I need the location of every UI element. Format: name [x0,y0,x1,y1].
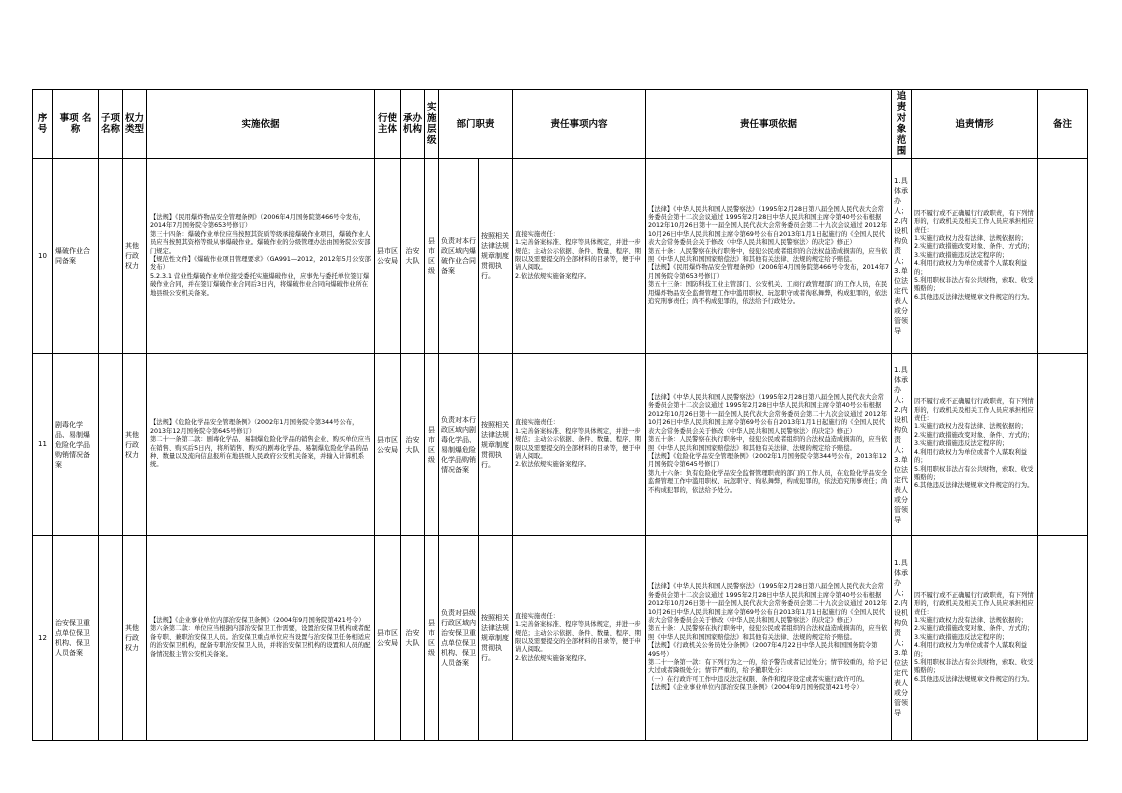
row-responsibility: 按照相关法律法规规章制度贯彻执行。 [479,536,513,741]
row-resp-basis: 【法律】《中华人民共和国人民警察法》（1995年2月28日第八届全国人民代表大会常务委员会第十二次会议通过 1995年2月28日中华人民共和国主席令第40号公布根据2012年10月26日第十一届全国人民代表大会常务委员会第二十九次会议通过 2012年10月26日中华人民共和国主席令第69号公布自2013年1月1日起施行的《全国人民代表大会常务委员会关于修改〈中华人民共和国人民警察法〉的决定》修正） 第五十条：人民警察在执行职务中，侵犯公民或者组织的合法权益造成损害的，应当依照《中华人民共和国国家赔偿法》和其他有关法律、法规的规定给予赔偿。 【法规】《危险化学品安全管理条例》（2002年1月国务院令第344号公布，2013年12月国务院令第645号修订） 第九十六条：负有危险化学品安全监督管理职责的部门的工作人员，在危险化学品安全监督管理工作中滥用职权、玩忽职守、徇私舞弊，构成犯罪的，依法追究刑事责任；尚不构成犯罪的，依法给予处分。 [646,354,892,536]
header-power-type: 权力类型 [123,90,147,159]
row-situation: 因不履行或不正确履行行政职责，有下列情形的，行政机关及相关工作人员应承担相应责任： 1.实施行政权力没有法律、法规依据的； 2.实施行政措施改变对象、条件、方式的； 3.实施行政措施违反法定程序的； 4.利用行政权力为单位或者个人谋取利益的； 5.利用职权非法占有公共财物，索取、收受贿赂的； 6.其他违反法律法规规章文件规定的行为。 [912,354,1038,536]
row-power-type: 其他行政权力 [123,536,147,741]
header-situation: 追责情形 [912,90,1038,159]
row-duty: 负责对本行政区域内剧毒化学品、易制爆危险化学品购销情况备案 [439,354,479,536]
row-agency: 治安大队 [401,536,425,741]
table-header-row [33,90,1088,159]
row-remark [1038,354,1088,536]
row-remark [1038,536,1088,741]
row-subject: 县市区公安局 [375,159,401,354]
row-resp-content: 直接实施责任： 1.完善备案标准、程序等具体规定，并进一步规范；主动公示依据、条件、数量、程序、期限以及需要提交的全部材料的目录等，便于申请人阅取。 2.依法依规实施备案程序。 [513,159,646,354]
header-responsibility: 责任事项内容 [513,90,646,159]
table-row [33,536,1088,741]
row-resp-basis: 【法律】《中华人民共和国人民警察法》（1995年2月28日第八届全国人民代表大会常务委员会第十二次会议通过 1995年2月28日中华人民共和国主席令第40号公布根据2012年10月26日第十一届全国人民代表大会常务委员会第二十九次会议通过 2012年10月26日中华人民共和国主席令第69号公布自2013年1月1日起施行的《全国人民代表大会常务委员会关于修改〈中华人民共和国人民警察法〉的决定》修正） 第五十条：人民警察在执行职务中，侵犯公民或者组织的合法权益造成损害的，应当依照《中华人民共和国国家赔偿法》和其他有关法律、法规的规定给予赔偿。 【法规】《行政机关公务员处分条例》（2007年4月22日中华人民共和国国务院令第495号） 第二十一条第一款：有下列行为之一的，给予警告或者记过处分；情节较重的，给予记大过或者降级处分；情节严重的，给予撤职处分： （一）在行政许可工作中违反法定权限、条件和程序设定或者实施行政许可的。 【法规】《企业事业单位内部治安保卫条例》（2004年9月国务院第421号令） [646,536,892,741]
power-list-page [32,89,1087,741]
row-scope: 1.具体承办人；2.内设机构负责人；3.单位法定代表人或分管领导 [892,159,912,354]
row-basis: 【法规】《企业事业单位内部治安保卫条例》（2004年9月国务院第421号令） 第六条第二款：单位应当根据内部治安保卫工作需要，设置治安保卫机构或者配备专职、兼职治安保卫人员。治安保卫重点单位应当设置与治安保卫任务相适应的治安保卫机构，配备专职治安保卫人员，并将治安保卫机构的设置和人员的配备情况报主管公安机关备案。 [147,536,375,741]
header-item-name: 事项 名称 [53,90,99,159]
row-agency: 治安大队 [401,354,425,536]
header-level: 实施层级 [425,90,439,159]
header-resp-basis: 责任事项依据 [646,90,892,159]
row-seq: 10 [33,159,53,354]
header-subject: 行使主体 [375,90,401,159]
header-basis: 实施依据 [147,90,375,159]
row-responsibility: 按照相关法律法规规章制度贯彻执行。 [479,354,513,536]
row-seq: 11 [33,354,53,536]
table-row [33,354,1088,536]
row-situation: 因不履行或不正确履行行政职责，有下列情形的，行政机关及相关工作人员应承担相应责任： 1.实施行政权力没有法律、法规依据的； 2.实施行政措施改变对象、条件、方式的； 3.实施行政措施违反法定程序的； 4.利用行政权力为单位或者个人谋取利益的； 5.利用职权非法占有公共财物，索取、收受贿赂的； 6.其他违反法律法规规章文件规定的行为。 [912,159,1038,354]
row-item-name: 治安保卫重点单位保卫机构、保卫人员备案 [53,536,99,741]
row-sub-name [99,159,123,354]
row-resp-content: 直接实施责任： 1.完善备案标准、程序等具体规定，并进一步规范；主动公示依据、条件、数量、程序、期限以及需要提交的全部材料的目录等，便于申请人阅取。 2.依法依规实施备案程序。 [513,354,646,536]
row-sub-name [99,536,123,741]
row-power-type: 其他行政权力 [123,354,147,536]
row-power-type: 其他行政权力 [123,159,147,354]
row-remark [1038,159,1088,354]
header-duty: 部门职责 [439,90,513,159]
header-scope: 追责对象范围 [892,90,912,159]
header-remark: 备注 [1038,90,1088,159]
header-seq: 序号 [33,90,53,159]
row-seq: 12 [33,536,53,741]
row-subject: 县市区公安局 [375,536,401,741]
row-agency: 治安大队 [401,159,425,354]
row-subject: 县市区公安局 [375,354,401,536]
row-duty: 负责对本行政区域内爆破作业合同备案 [439,159,479,354]
header-sub-name: 子项名称 [99,90,123,159]
row-scope: 1.具体承办人；2.内设机构负责人；3.单位法定代表人或分管领导 [892,354,912,536]
row-responsibility: 按照相关法律法规规章制度贯彻执行。 [479,159,513,354]
header-agency: 承办机构 [401,90,425,159]
row-resp-content: 直接实施责任： 1.完善备案标准、程序等具体规定，并进一步规范；主动公示依据、条件、数量、程序、期限以及需要提交的全部材料的目录等，便于申请人阅取。 2.依法依规实施备案程序。 [513,536,646,741]
row-duty: 负责对县级行政区域内治安保卫重点单位保卫机构、保卫人员备案 [439,536,479,741]
row-item-name: 剧毒化学品、易制爆危险化学品购销情况备案 [53,354,99,536]
power-list-table [32,89,1088,741]
row-basis: 【法规】《危险化学品安全管理条例》（2002年1月国务院令第344号公布，2013年12月国务院令第645号修订） 第二十一条第二款：剧毒化学品、易制爆危险化学品的销售企业、购买单位应当在销售、购买后5日内，将所销售、购买的剧毒化学品、易制爆危险化学品的品种、数量以及流向信息报所在地县级人民政府公安机关备案，并输入计算机系统。 [147,354,375,536]
row-resp-basis: 【法律】《中华人民共和国人民警察法》（1995年2月28日第八届全国人民代表大会常务委员会第十二次会议通过 1995年2月28日中华人民共和国主席令第40号公布根据2012年10月26日第十一届全国人民代表大会常务委员会第二十九次会议通过 2012年10月26日中华人民共和国主席令第69号公布自2013年1月1日起施行的《全国人民代表大会常务委员会关于修改〈中华人民共和国人民警察法〉的决定》修正） 第五十条：人民警察在执行职务中，侵犯公民或者组织的合法权益造成损害的，应当依照《中华人民共和国国家赔偿法》和其他有关法律、法规的规定给予赔偿。 【法规】《民用爆炸物品安全管理条例》（2006年4月国务院第466号令发布，2014年7月国务院令第653号修订） 第五十三条：国防科技工业主管部门、公安机关、工商行政管理部门的工作人员，在民用爆炸物品安全监督管理工作中滥用职权、玩忽职守或者徇私舞弊，构成犯罪的，依法追究刑事责任；尚不构成犯罪的，依法给予行政处分。 [646,159,892,354]
row-situation: 因不履行或不正确履行行政职责，有下列情形的，行政机关及相关工作人员应承担相应责任： 1.实施行政权力没有法律、法规依据的； 2.实施行政措施改变对象、条件、方式的； 3.实施行政措施违反法定程序的； 4.利用行政权力为单位或者个人谋取利益的； 5.利用职权非法占有公共财物，索取、收受贿赂的； 6.其他违反法律法规规章文件规定的行为。 [912,536,1038,741]
row-level: 县市区级 [425,159,439,354]
table-row [33,159,1088,354]
row-scope: 1.具体承办人；2.内设机构负责人；3.单位法定代表人或分管领导 [892,536,912,741]
row-level: 县市区级 [425,536,439,741]
row-level: 县市区级 [425,354,439,536]
row-sub-name [99,354,123,536]
row-basis: 【法规】《民用爆炸物品安全管理条例》（2006年4月国务院第466号令发布，2014年7月国务院令第653号修订） 第三十四条：爆破作业单位应当按照其资质等级承接爆破作业项目，爆破作业人员应当按照其资格等级从事爆破作业。爆破作业的分级管理办法由国务院公安部门规定。 【规范性文件】《爆破作业项目管理要求》（GA991—2012，2012年5月公安部发布） 5.2.3.1 营业性爆破作业单位接受委托实施爆破作业，应事先与委托单位签订爆破作业合同，并在签订爆破作业合同后3日内，将爆破作业合同向爆破作业所在地县级公安机关备案。 [147,159,375,354]
row-item-name: 爆破作业合同备案 [53,159,99,354]
